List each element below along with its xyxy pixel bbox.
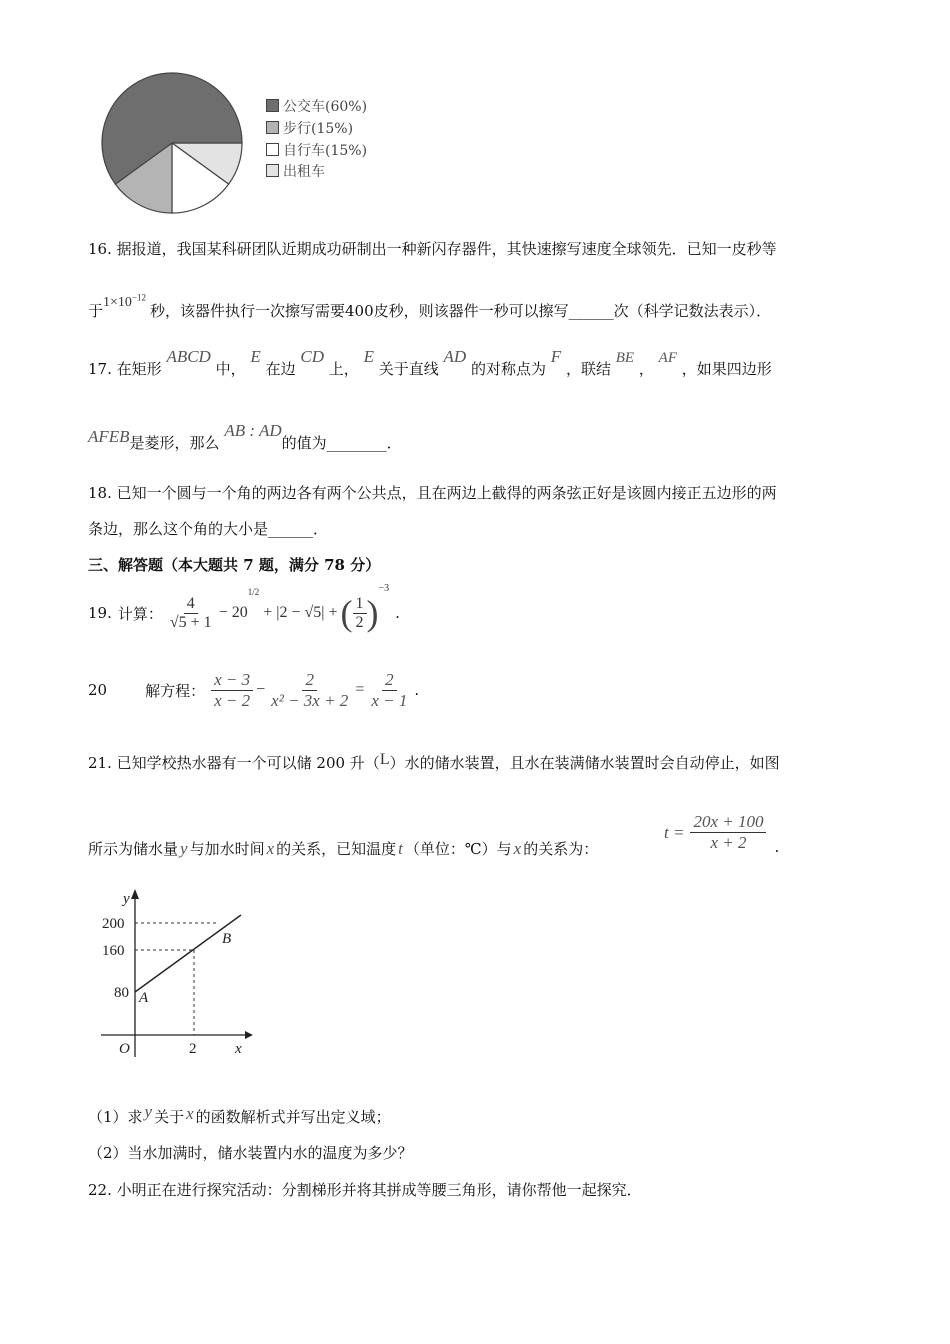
section-heading: 三、解答题（本大题共 7 题，满分 78 分） [88, 556, 381, 574]
legend-label: 公交车(60%) [283, 99, 368, 115]
legend-swatch [266, 121, 279, 134]
point-label-b: B [222, 931, 232, 947]
math-end: . [414, 681, 420, 699]
q17-line1 [88, 347, 772, 379]
paren-close: ) [366, 593, 379, 633]
legend-swatch [266, 164, 279, 177]
legend-item-walk [266, 118, 353, 138]
q21-text: 的函数解析式并写出定义域； [195, 1108, 391, 1126]
q21-text: （单位：℃）与 [404, 840, 512, 858]
math-ratio: AB : AD [224, 421, 282, 440]
fraction [211, 670, 253, 711]
question-number: 18. [88, 484, 112, 502]
q17-text: 是菱形，那么 [129, 434, 220, 452]
question-number: 17. [88, 360, 112, 378]
fraction [353, 595, 367, 632]
question-number: 20 [88, 681, 108, 699]
q19-line [88, 583, 400, 643]
math-cd: CD [300, 347, 324, 366]
q20-line [88, 660, 419, 720]
q17-text: 在矩形 [116, 360, 162, 378]
math-af: AF [658, 350, 677, 366]
legend-item-bus [266, 96, 367, 116]
x-axis-arrow [245, 1031, 253, 1039]
point-label-a: A [139, 990, 149, 1006]
q18-text: 条边，那么这个角的大小是______． [88, 520, 329, 538]
q17-text: 上， [328, 360, 359, 378]
formula-lhs: t = [664, 822, 685, 842]
math-y: y [144, 1102, 153, 1121]
q17-text: 在边 [265, 360, 296, 378]
q17-text: 关于直线 [378, 360, 439, 378]
math-exponent: −12 [131, 292, 146, 303]
fraction-denominator: x² − 3x + 2 [271, 690, 349, 710]
q16-text: 秒，该器件执行一次擦写需要400皮秒，则该器件一秒可以擦写______次（科学记数法表示）． [150, 302, 772, 320]
math-operator: = [355, 681, 365, 698]
q18-text: 已知一个圆与一个角的两边各有两个公共点，且在两边上截得的两条弦正好是该圆内接正五边形的两 [116, 484, 777, 502]
math-x: x [186, 1104, 194, 1123]
q16-line2 [88, 292, 772, 321]
q18-line1 [88, 482, 777, 503]
y-axis-label: y [123, 891, 130, 907]
fraction [268, 670, 351, 711]
q21-text: （2）当水加满时，储水装置内水的温度为多少？ [88, 1144, 413, 1162]
line-graph [95, 885, 265, 1065]
fraction [368, 670, 410, 711]
q16-text: 于 [88, 302, 104, 320]
q18-line2 [88, 518, 328, 539]
fraction-denominator: √5 + 1 [169, 613, 212, 631]
math-operator: − [256, 681, 266, 698]
tick-label-80: 80 [114, 985, 129, 1001]
q21-line2 [88, 838, 598, 859]
math-t: t [398, 839, 403, 858]
q17-text: ， [638, 360, 654, 378]
fraction-denominator: x − 2 [214, 690, 251, 710]
fraction-numerator: 4 [184, 595, 198, 614]
fraction-numerator: 2 [382, 670, 397, 691]
paren-open: ( [340, 593, 353, 633]
q17-text: 的对称点为 [471, 360, 547, 378]
math-afeb: AFEB [88, 427, 130, 446]
q16-line1 [88, 238, 777, 259]
q21-text: 的关系为： [523, 840, 599, 858]
math-e: E [363, 347, 374, 366]
question-number: 21. [88, 754, 112, 772]
math-exponent: −3 [378, 583, 390, 594]
pie-chart [95, 43, 255, 218]
q21-text: 所示为储水量 [88, 840, 179, 858]
math-unit: L [379, 751, 390, 768]
legend-item-bike [266, 140, 367, 160]
fraction-numerator: 20x + 100 [690, 812, 766, 833]
q22-line [88, 1179, 642, 1200]
fraction [690, 812, 766, 853]
math-x: x [513, 839, 522, 858]
fraction-numerator: 2 [302, 670, 317, 691]
math-e: E [250, 347, 261, 366]
q21-line1 [88, 752, 780, 773]
math-end: . [395, 604, 400, 622]
q21-text: ）水的储水装置，且水在装满储水装置时会自动停止，如图 [389, 754, 780, 772]
q17-text: 中， [215, 360, 246, 378]
q21-text: （1）求 [88, 1108, 143, 1126]
math-term: − 20 [218, 604, 248, 621]
legend-swatch [266, 143, 279, 156]
math-expression [103, 292, 146, 310]
tick-label-160: 160 [102, 943, 125, 959]
y-axis-arrow [131, 889, 139, 899]
math-term: + |2 − √5| + [263, 604, 338, 621]
q21-sub1 [88, 1102, 391, 1127]
fraction-denominator: 2 [355, 613, 364, 631]
math-x: x [266, 839, 275, 858]
math-ad: AD [443, 347, 467, 366]
q21-text: 已知学校热水器有一个可以储 200 升（ [116, 754, 380, 772]
q17-text: 的值为________． [281, 434, 402, 452]
fraction-denominator: x − 1 [371, 690, 408, 710]
q21-formula [664, 812, 780, 856]
math-end: . [774, 837, 780, 856]
q21-text: 关于 [154, 1108, 185, 1126]
tick-label-x2: 2 [189, 1041, 197, 1057]
q16-text: 据报道，我国某科研团队近期成功研制出一种新闪存器件，其快速擦写速度全球领先．已知一皮秒等 [116, 240, 777, 258]
fraction [167, 595, 215, 632]
fraction-numerator: x − 3 [211, 670, 253, 691]
legend-label: 出租车 [283, 164, 325, 180]
legend-swatch [266, 99, 279, 112]
question-number: 16. [88, 240, 112, 258]
q21-text: 的关系，已知温度 [276, 840, 397, 858]
math-exponent: 1/2 [247, 587, 260, 597]
q20-label: 解方程： [145, 681, 206, 700]
function-line [135, 915, 241, 992]
math-base: 1×10 [103, 295, 132, 310]
q17-line2 [88, 421, 402, 453]
x-axis-label: x [235, 1041, 242, 1057]
math-be: BE [615, 350, 635, 366]
math-y: y [180, 839, 188, 858]
math-abcd: ABCD [166, 347, 211, 366]
q19-label: 计算： [117, 604, 163, 623]
origin-label: O [119, 1041, 130, 1057]
question-number: 22. [88, 1181, 112, 1199]
question-number: 19. [88, 604, 112, 622]
math-f: F [550, 347, 562, 366]
q17-text: ，联结 [565, 360, 611, 378]
fraction-numerator: 1 [353, 595, 367, 614]
legend-label: 自行车(15%) [283, 143, 368, 159]
q22-text: 小明正在进行探究活动：分割梯形并将其拼成等腰三角形，请你帮他一起探究． [116, 1181, 642, 1199]
legend-label: 步行(15%) [283, 121, 354, 137]
q21-text: 与加水时间 [189, 840, 265, 858]
q17-text: ，如果四边形 [681, 360, 772, 378]
legend-item-taxi [266, 161, 325, 181]
fraction-denominator: x + 2 [710, 833, 747, 852]
tick-label-200: 200 [102, 916, 125, 932]
q21-sub2 [88, 1142, 413, 1163]
